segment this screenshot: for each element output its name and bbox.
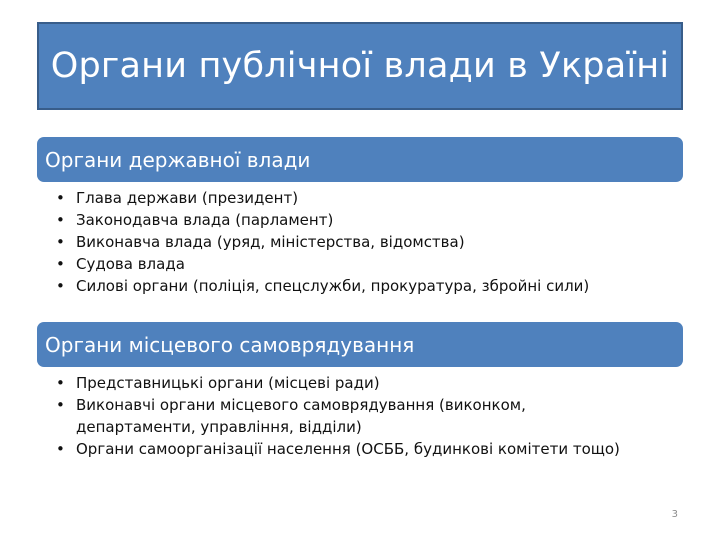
title-box	[37, 22, 683, 110]
page-number: 3	[671, 509, 678, 520]
list-item: • Силові органи (поліція, спецслужби, прокуратура, збройні сили)	[56, 275, 589, 297]
section-header-state-power: Органи державної влади	[37, 137, 683, 182]
state-power-list	[56, 187, 589, 297]
slide-title: Органи публічної влади в Україні	[50, 46, 670, 86]
section-header-local-government: Органи місцевого самоврядування	[37, 322, 683, 367]
list-item: • Глава держави (президент)	[56, 187, 589, 209]
list-item: • Виконавча влада (уряд, міністерства, відомства)	[56, 231, 589, 253]
list-item: • Представницькі органи (місцеві ради)	[56, 372, 636, 394]
local-government-list	[56, 372, 636, 460]
list-item: • Судова влада	[56, 253, 589, 275]
list-item: • Органи самоорганізації населення (ОСББ, будинкові комітети тощо)	[56, 438, 636, 460]
list-item: • Законодавча влада (парламент)	[56, 209, 589, 231]
list-item: • Виконавчі органи місцевого самоврядування (виконком, департаменти, управління, відділи)	[56, 394, 636, 438]
